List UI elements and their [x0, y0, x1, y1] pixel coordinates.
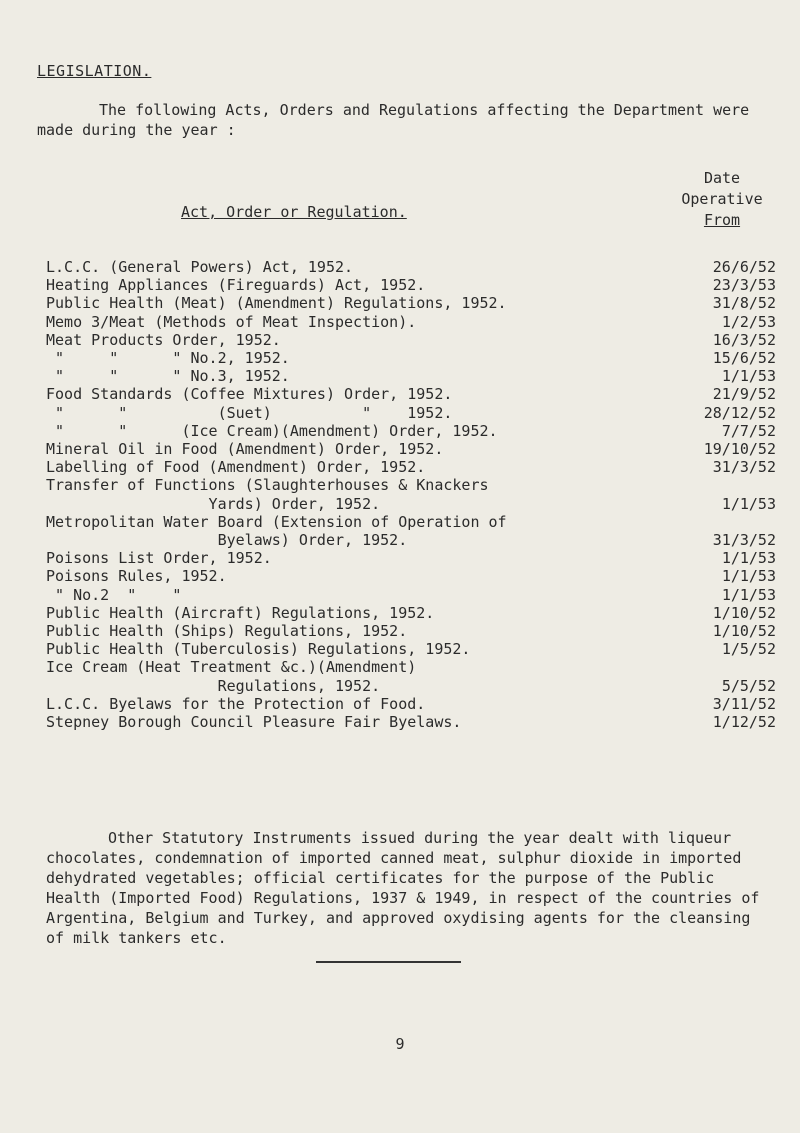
entry-date: 1/1/53 — [721, 494, 776, 513]
list-item — [46, 567, 776, 585]
entry-name: Poisons Rules, 1952. — [46, 567, 227, 586]
entry-date: 28/12/52 — [703, 403, 776, 422]
entry-date: 1/10/52 — [712, 603, 776, 622]
entry-name: Public Health (Meat) (Amendment) Regulations, 1952. — [46, 294, 507, 313]
list-item — [46, 604, 776, 622]
entry-date: 31/3/52 — [712, 531, 776, 550]
column-header-date — [662, 168, 782, 231]
entry-date: 7/7/52 — [721, 421, 776, 440]
list-item — [46, 695, 776, 713]
entry-name: L.C.C. Byelaws for the Protection of Food. — [46, 694, 426, 713]
entry-name: Poisons List Order, 1952. — [46, 549, 272, 568]
intro-paragraph: The following Acts, Orders and Regulations affecting the Department were made during the year : — [37, 101, 750, 139]
list-item — [46, 586, 776, 604]
entry-name: Heating Appliances (Fireguards) Act, 1952. — [46, 276, 426, 295]
list-item — [46, 422, 776, 440]
entry-name: Food Standards (Coffee Mixtures) Order, 1952. — [46, 385, 453, 404]
entry-date: 26/6/52 — [712, 258, 776, 276]
closing-paragraph: Other Statutory Instruments issued during the year dealt with liqueur chocolates, condemnation of imported canned meat, sulphur dioxide in imported dehydrated vegetables; official certificates for the purpose of the Public Health (Imported Food) Regulations, 1937 & 1949, in respect of the countries of Argentina, Belgium and Turkey, and approved oxydising agents for the cleansing of milk tankers etc. — [46, 829, 760, 947]
entry-date: 15/6/52 — [712, 349, 776, 368]
list-item — [46, 404, 776, 422]
list-item — [46, 622, 776, 640]
entry-date: 3/11/52 — [712, 694, 776, 713]
entry-name: Public Health (Tuberculosis) Regulations, 1952. — [46, 640, 471, 659]
entry-date: 1/5/52 — [721, 640, 776, 659]
entry-name: Ice Cream (Heat Treatment &c.)(Amendment) Regulations, 1952. — [46, 658, 417, 695]
list-item — [46, 713, 776, 731]
entry-date: 31/3/52 — [712, 458, 776, 477]
list-item — [46, 476, 776, 512]
list-item — [46, 440, 776, 458]
entry-date: 16/3/52 — [712, 330, 776, 349]
entry-date: 1/1/53 — [721, 549, 776, 568]
entry-name: Mineral Oil in Food (Amendment) Order, 1952. — [46, 440, 444, 459]
entry-name: Meat Products Order, 1952. — [46, 330, 281, 349]
list-item — [46, 258, 776, 276]
entry-date: 21/9/52 — [712, 385, 776, 404]
list-item — [46, 640, 776, 658]
entry-name: " " (Suet) " 1952. — [46, 403, 453, 422]
entry-name: " " " No.2, 1952. — [46, 349, 290, 368]
entry-name: Transfer of Functions (Slaughterhouses & Knackers Yards) Order, 1952. — [46, 476, 489, 513]
page-number: 9 — [395, 1035, 405, 1053]
entry-date: 5/5/52 — [721, 676, 776, 695]
list-item — [46, 349, 776, 367]
list-item — [46, 513, 776, 549]
entry-name: " " (Ice Cream)(Amendment) Order, 1952. — [46, 421, 498, 440]
entry-date: 1/2/53 — [721, 312, 776, 331]
entry-date: 19/10/52 — [703, 440, 776, 459]
entry-date: 1/1/53 — [721, 585, 776, 604]
list-item — [46, 549, 776, 567]
entry-name: Public Health (Aircraft) Regulations, 1952. — [46, 603, 435, 622]
entry-date: 23/3/53 — [712, 276, 776, 295]
entry-name: Public Health (Ships) Regulations, 1952. — [46, 622, 408, 641]
entry-date: 31/8/52 — [712, 294, 776, 313]
list-item — [46, 294, 776, 312]
list-item — [46, 331, 776, 349]
entry-name: Stepney Borough Council Pleasure Fair Byelaws. — [46, 713, 462, 732]
entry-name: Metropolitan Water Board (Extension of Operation of Byelaws) Order, 1952. — [46, 512, 507, 550]
entry-name: Memo 3/Meat (Methods of Meat Inspection). — [46, 312, 417, 331]
list-item — [46, 313, 776, 331]
list-item — [46, 276, 776, 294]
section-heading: LEGISLATION. — [37, 62, 152, 80]
divider — [316, 961, 461, 963]
entry-date: 1/12/52 — [712, 713, 776, 732]
column-header-act: Act, Order or Regulation. — [181, 203, 407, 221]
column-header-date-line1: Date — [703, 169, 741, 187]
column-header-date-line3: From — [703, 211, 741, 229]
entry-date: 1/1/53 — [721, 567, 776, 586]
list-item — [46, 458, 776, 476]
legislation-list — [46, 258, 776, 731]
entry-name: Labelling of Food (Amendment) Order, 1952. — [46, 458, 426, 477]
list-item — [46, 385, 776, 403]
entry-date: 1/10/52 — [712, 622, 776, 641]
list-item — [46, 367, 776, 385]
list-item — [46, 658, 776, 694]
entry-name: " No.2 " " — [46, 585, 182, 604]
entry-date: 1/1/53 — [721, 367, 776, 386]
entry-name: " " " No.3, 1952. — [46, 367, 290, 386]
column-header-date-line2: Operative — [681, 190, 763, 208]
entry-name: L.C.C. (General Powers) Act, 1952. — [46, 258, 354, 276]
